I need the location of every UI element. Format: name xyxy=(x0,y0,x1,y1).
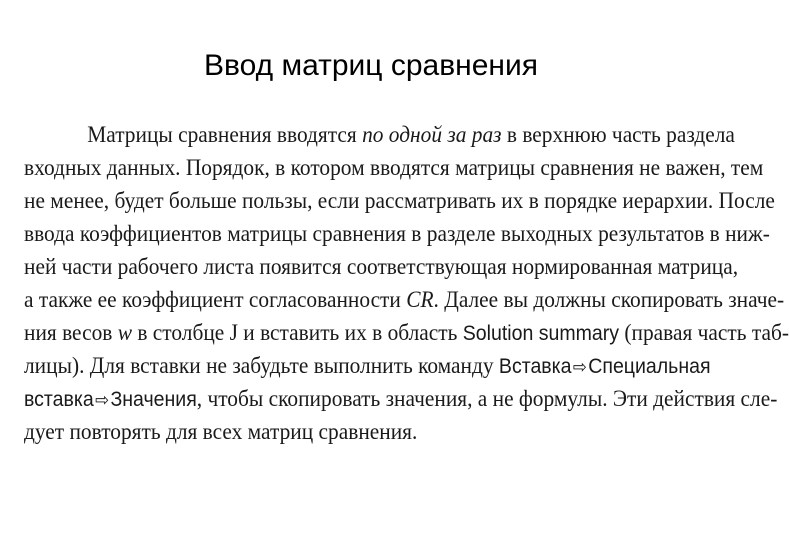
paragraph-line xyxy=(24,349,711,382)
paragraph-line xyxy=(24,118,735,151)
menu-term: Значения xyxy=(110,388,197,411)
italic-w: w xyxy=(117,320,132,345)
paragraph-line xyxy=(24,382,778,415)
text-span: Матрицы сравнения вводятся xyxy=(87,122,363,147)
paragraph-line: ввода коэффициентов матрицы сравнения в разделе выходных результатов в ниж- xyxy=(24,221,770,246)
paragraph-line: ней части рабочего листа появится соответствующая нормированная матрица, xyxy=(24,254,739,279)
text-span: в верхнюю часть раздела xyxy=(501,122,735,147)
paragraph-line: дует повторять для всех матриц сравнения. xyxy=(24,419,418,444)
paragraph-line xyxy=(24,283,785,316)
scanned-paragraph xyxy=(24,118,789,448)
arrow-right-icon: ⇨ xyxy=(572,357,587,378)
paragraph-line: не менее, будет больше пользы, если рассматривать их в порядке иерархии. После xyxy=(24,188,775,213)
paragraph-line: входных данных. Порядок, в котором вводятся матрицы сравнения не важен, тем xyxy=(24,155,764,180)
text-span: , чтобы скопировать значения, а не формулы. Эти действия сле- xyxy=(196,386,778,411)
slide-title: Ввод матриц сравнения xyxy=(204,49,538,82)
menu-term: вставка xyxy=(24,388,94,411)
text-span: . Далее вы должны скопировать значе- xyxy=(433,287,785,312)
paragraph-line xyxy=(24,316,789,349)
text-span: в столбце J и вставить их в область xyxy=(131,320,463,345)
menu-term: Специальная xyxy=(588,355,711,378)
text-span: лицы). Для вставки не забудьте выполнить команду xyxy=(24,353,499,378)
menu-term: Solution summary xyxy=(462,322,620,345)
italic-cr: CR xyxy=(406,287,434,312)
arrow-right-icon: ⇨ xyxy=(95,390,110,411)
text-span: ния весов xyxy=(24,320,118,345)
menu-term: Вставка xyxy=(498,355,572,378)
text-span: а также ее коэффициент согласованности xyxy=(24,287,407,312)
italic-phrase: по одной за раз xyxy=(362,122,502,147)
text-span: (правая часть таб- xyxy=(619,320,789,345)
